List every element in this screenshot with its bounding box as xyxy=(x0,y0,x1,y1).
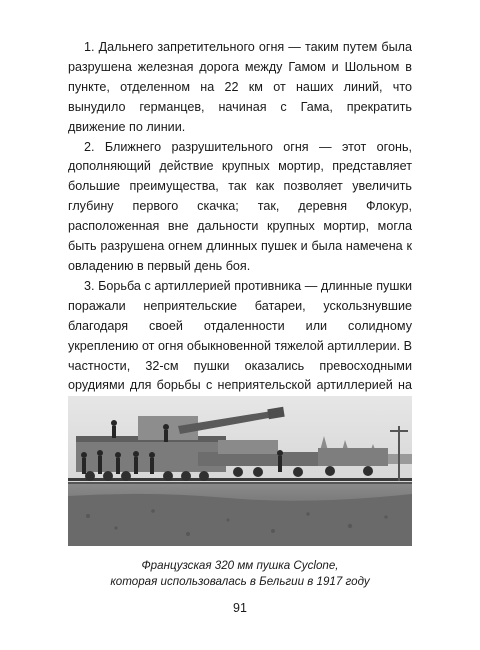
caption-line-2: которая использовалась в Бельгии в 1917 году xyxy=(110,575,370,588)
caption-line-1: Французская 320 мм пушка Cyclone, xyxy=(141,559,339,572)
paragraph-3: 3. Борьба с артиллерией противника — длинные пушки поражали неприятельские батареи, ускользнувшие благодаря своей отдаленности или солидному укреплению от огня обыкновенной тяжелой артиллерии. В частности, 32-см пушки оказались превосходными орудиями для борьбы с неприятельской артиллерией на xyxy=(68,278,412,393)
railway-gun-photo xyxy=(68,396,412,546)
page-number: 91 xyxy=(233,601,247,615)
paragraph-2: 2. Ближнего разрушительного огня — этот огонь, дополняющий действие крупных мортир, представляет большие преимущества, так как позволяет увеличить глубину первого скачка; так, деревня Флокур, расположенная вне дальности крупных мортир, могла быть разрушена огнем длинных пушек и была намечена к овладению в первый день боя. xyxy=(68,139,412,273)
paragraph-1: 1. Дальнего запретительного огня — таким путем была разрушена железная дорога между Гамом и Шольном в пункте, отделенном на 22 км от наших линий, что вынудило германцев, начиная с Гама, прекратить движение по линии. xyxy=(68,40,412,134)
photo-caption xyxy=(68,558,412,590)
